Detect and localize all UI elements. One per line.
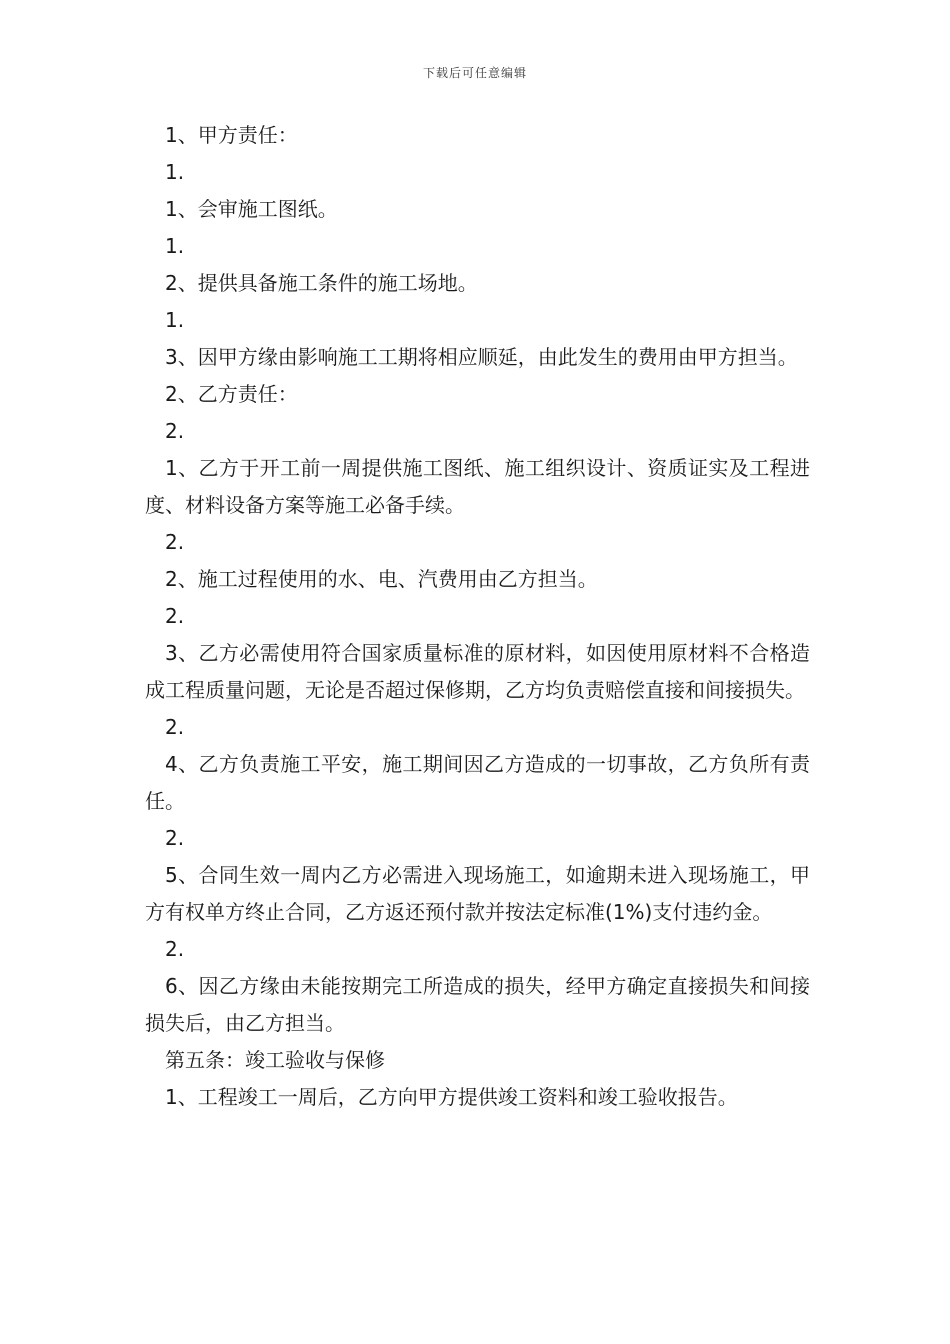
paragraph: 1. <box>165 160 185 184</box>
paragraph: 2. <box>165 937 185 961</box>
paragraph: 5、合同生效一周内乙方必需进入现场施工，如逾期未进入现场施工，甲方有权单方终止合同，乙方返还预付款并按法定标准(1%)支付违约金。 <box>145 863 810 924</box>
paragraph: 4、乙方负责施工平安，施工期间因乙方造成的一切事故，乙方负所有责任。 <box>145 752 810 813</box>
document-body <box>145 117 810 1116</box>
paragraph: 2. <box>165 604 185 628</box>
paragraph: 1、会审施工图纸。 <box>165 197 338 221</box>
paragraph: 2、施工过程使用的水、电、汽费用由乙方担当。 <box>165 567 598 591</box>
section-heading: 第五条：竣工验收与保修 <box>165 1048 385 1072</box>
paragraph: 1. <box>165 234 185 258</box>
paragraph: 1、乙方于开工前一周提供施工图纸、施工组织设计、资质证实及工程进度、材料设备方案等施工必备手续。 <box>145 456 810 517</box>
page-header: 下载后可任意编辑 <box>422 66 527 80</box>
paragraph: 3、因甲方缘由影响施工工期将相应顺延，由此发生的费用由甲方担当。 <box>165 345 798 369</box>
paragraph: 2. <box>165 419 185 443</box>
paragraph: 2. <box>165 530 185 554</box>
paragraph: 2、提供具备施工条件的施工场地。 <box>165 271 478 295</box>
paragraph: 1、甲方责任： <box>165 123 298 147</box>
paragraph: 3、乙方必需使用符合国家质量标准的原材料，如因使用原材料不合格造成工程质量问题，无论是否超过保修期，乙方均负责赔偿直接和间接损失。 <box>145 641 810 702</box>
paragraph: 1、工程竣工一周后，乙方向甲方提供竣工资料和竣工验收报告。 <box>165 1085 738 1109</box>
paragraph: 1. <box>165 308 185 332</box>
paragraph: 2. <box>165 826 185 850</box>
paragraph: 2、乙方责任： <box>165 382 298 406</box>
paragraph: 6、因乙方缘由未能按期完工所造成的损失，经甲方确定直接损失和间接损失后，由乙方担当。 <box>145 974 810 1035</box>
paragraph: 2. <box>165 715 185 739</box>
